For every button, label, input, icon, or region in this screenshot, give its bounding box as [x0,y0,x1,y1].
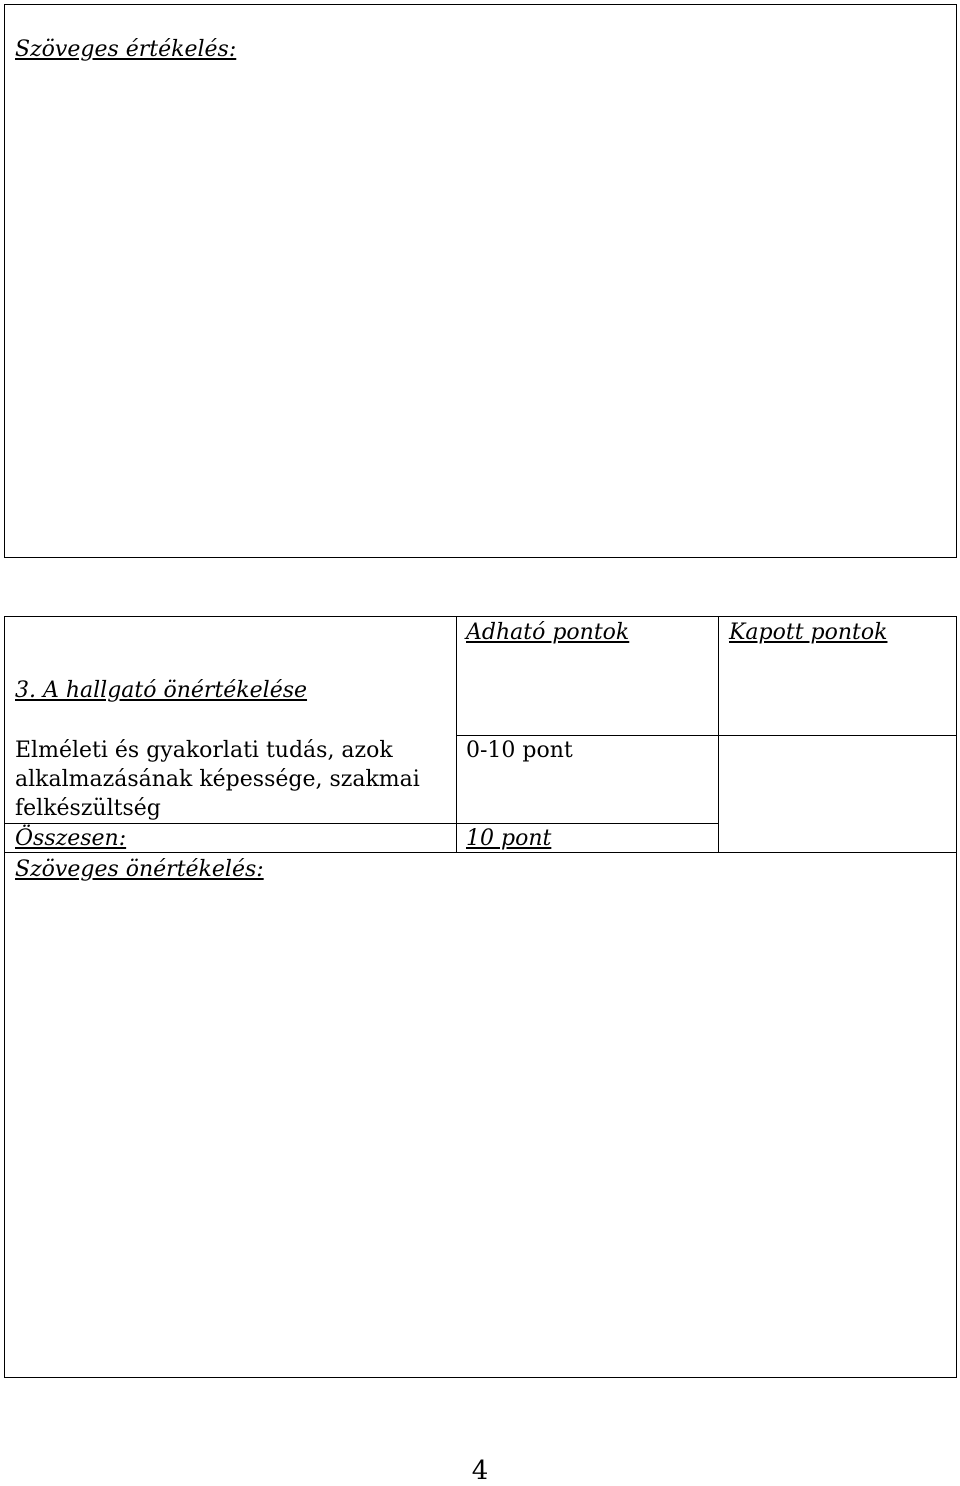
section-title: 3. A hallgató önértékelése [15,678,308,703]
page-number: 4 [471,1456,489,1486]
column-header-received-points: Kapott pontok [729,620,888,645]
table-row-line-3 [4,852,957,853]
total-label: Összesen: [15,826,127,851]
criterion-line-1: Elméleti és gyakorlati tudás, azok [15,738,393,763]
criterion-line-3: felkészültség [15,796,161,821]
score-table [4,616,957,1378]
self-evaluation-heading: Szöveges önértékelés: [15,857,264,882]
evaluation-heading: Szöveges értékelés: [15,37,237,62]
evaluation-box [4,4,957,558]
column-header-available-points: Adható pontok [466,620,630,645]
criterion-line-2: alkalmazásának képessége, szakmai [15,767,420,792]
total-points: 10 pont [466,826,552,851]
table-row-line-2 [4,823,718,824]
available-points-value: 0-10 pont [466,738,573,763]
